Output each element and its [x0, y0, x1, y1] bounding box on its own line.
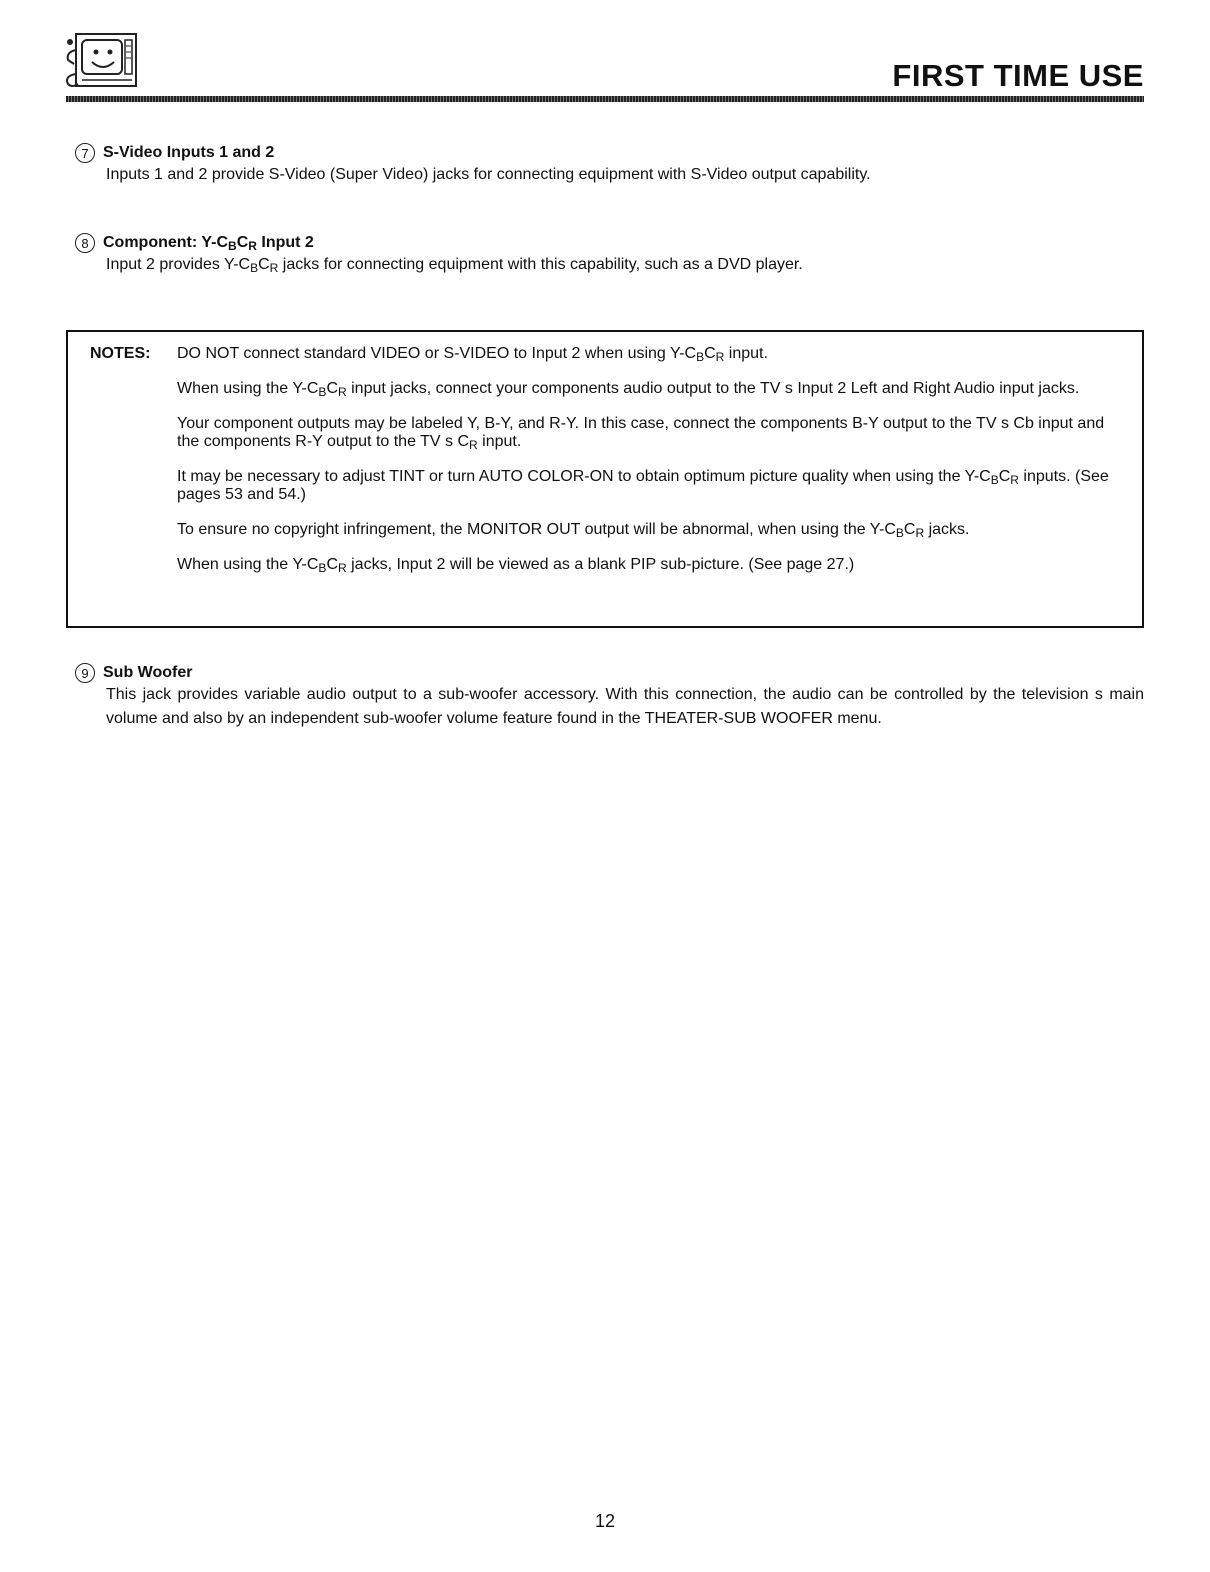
header-divider: [66, 96, 1144, 102]
tv-mascot-icon: [62, 30, 142, 92]
item-number-badge: 7: [75, 143, 95, 163]
notes-label: NOTES:: [90, 345, 151, 362]
section-title: Sub Woofer: [103, 664, 193, 681]
page-number: 12: [594, 1511, 616, 1531]
section-title: S-Video Inputs 1 and 2: [103, 144, 275, 161]
section-body: This jack provides variable audio output to a sub-woofer accessory. With this connection, the audio can be controlled by the television s main volume and also by an independent sub-woofer volume feature found in the THEATER-SUB WOOFER menu.: [106, 686, 1144, 727]
section-body: Inputs 1 and 2 provide S-Video (Super Video) jacks for connecting equipment with S-Video output capability.: [106, 166, 871, 183]
page-title: FIRST TIME USE: [892, 58, 1144, 93]
note-item: When using the $Y-C_BC_R$ jacks, Input 2 will be viewed as a blank PIP sub-picture. (See page 27.): [177, 556, 855, 575]
item-number-badge: 8: [75, 233, 95, 253]
item-number-badge: 9: [75, 663, 95, 683]
section-component: [76, 231, 1144, 277]
note-item: When using the $Y-C_BC_R$ input jacks, connect your components audio output to the TV s Input 2 Left and Right Audio input jacks.: [177, 380, 1080, 399]
section-title: Component: $Y-C_BC_R$ Input 2: [103, 234, 314, 253]
note-item: It may be necessary to adjust TINT or turn AUTO COLOR-ON to obtain optimum picture quality when using the $Y-C_BC_R$ inputs. (See pages 53 and 54.): [177, 468, 1109, 503]
notes-box: [66, 330, 1144, 628]
section-s-video: [76, 141, 1144, 187]
section-body: Input 2 provides $Y-C_BC_R$ jacks for connecting equipment with this capability, such as a DVD player.: [106, 256, 803, 275]
note-item: To ensure no copyright infringement, the MONITOR OUT output will be abnormal, when using the $Y-C_BC_R$ jacks.: [177, 521, 970, 540]
section-sub-woofer: [76, 661, 1144, 731]
notes-list: [177, 345, 1126, 591]
note-item: DO NOT connect standard VIDEO or S-VIDEO to Input 2 when using $Y-C_BC_R$ input.: [177, 345, 768, 364]
note-item: Your component outputs may be labeled Y, B-Y, and R-Y. In this case, connect the components B-Y output to the TV s Cb input and the components R-Y output to the TV s $C_R$ input.: [177, 415, 1105, 452]
